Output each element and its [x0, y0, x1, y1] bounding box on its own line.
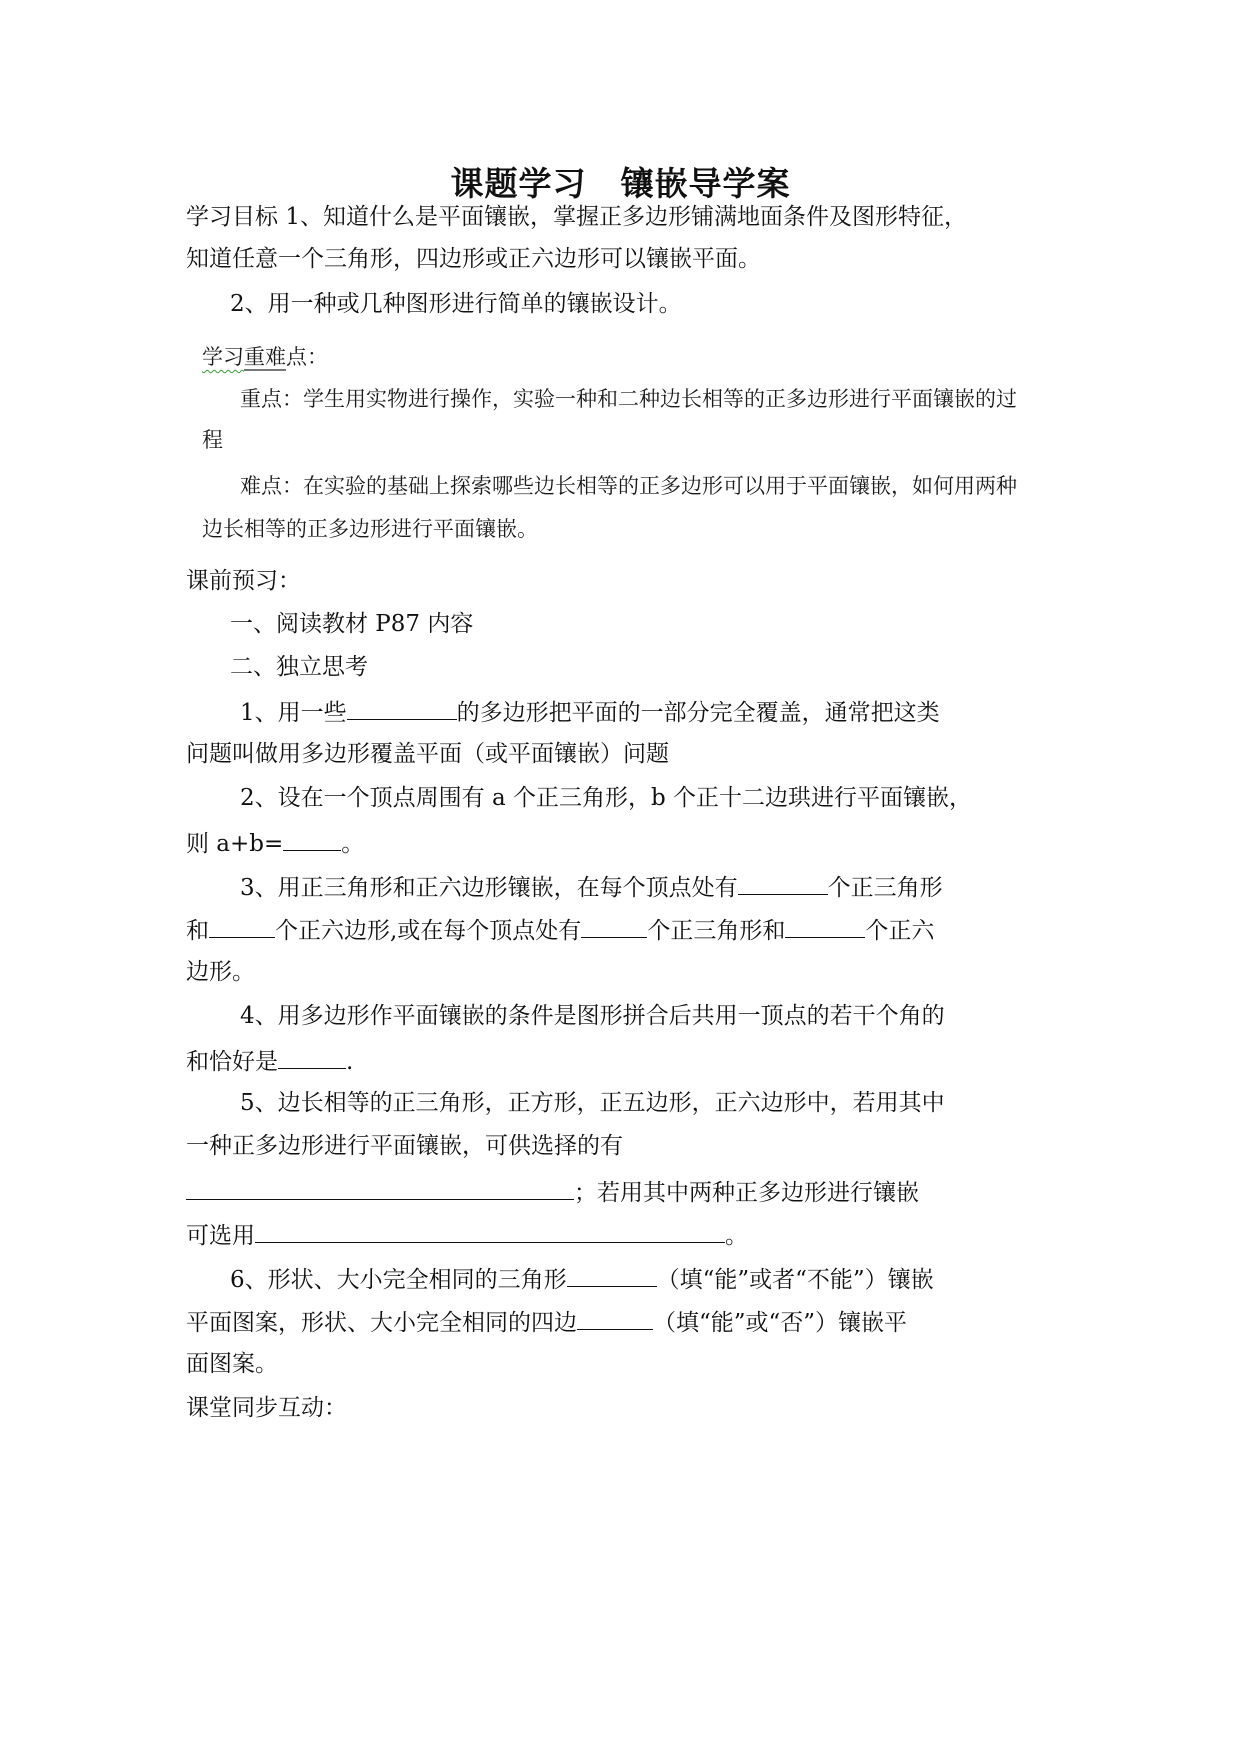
objectives-line1 [186, 202, 967, 232]
question-4-text-b: 和恰好是 [186, 1049, 278, 1075]
question-6-text-d: （填“能”或“否”）镶嵌平 [653, 1310, 908, 1336]
classroom-heading: 课堂同步互动： [186, 1395, 347, 1421]
question-4-line2 [186, 1044, 353, 1077]
page-title [0, 158, 1241, 205]
preview-heading: 课前预习： [186, 568, 301, 594]
question-5-text-c: ；若用其中两种正多边形进行镶嵌 [574, 1180, 919, 1206]
question-3-blank-2[interactable] [209, 913, 275, 938]
question-2-text-c: 。 [341, 831, 365, 857]
question-5-line3 [186, 1175, 919, 1208]
question-2-blank[interactable] [283, 826, 341, 851]
question-1-text-b: 的多边形把平面的一部分完全覆盖，通常把这类 [456, 700, 940, 726]
question-3-text-b: 个正三角形 [827, 875, 943, 901]
question-6-line3: 面图案。 [186, 1351, 278, 1377]
question-5-line2: 一种正多边形进行平面镶嵌，可供选择的有 [186, 1133, 623, 1159]
title-part1: 课题学习 [450, 164, 587, 203]
question-3-text-f: 个正六 [865, 918, 935, 944]
key-points-heading-c: 点： [286, 345, 328, 369]
question-6-text-b: （填“能”或者“不能”）镶嵌 [656, 1267, 934, 1293]
title-part2: 镶嵌导学案 [620, 164, 791, 203]
question-5-blank-2[interactable] [255, 1218, 725, 1243]
question-2-text-b: 则 a+b= [186, 831, 284, 857]
question-6-text-c: 平面图案，形状、大小完全相同的四边 [186, 1310, 577, 1336]
preview-step-2: 二、独立思考 [230, 654, 368, 680]
key-points-heading-b: 重难 [244, 345, 286, 369]
question-3-blank-3[interactable] [581, 913, 647, 938]
question-5-blank-1[interactable] [186, 1175, 574, 1200]
question-3-line2 [186, 913, 934, 946]
objectives-label: 学习目标 [186, 204, 278, 230]
difficulty-line2: 边长相等的正多边形进行平面镶嵌。 [202, 517, 538, 541]
question-4-text-c: . [346, 1049, 354, 1075]
question-3-text-c: 和 [186, 918, 209, 944]
key-points-heading-a: 学习 [202, 345, 244, 369]
question-3-blank-4[interactable] [785, 913, 865, 938]
question-3-blank-1[interactable] [738, 870, 828, 895]
key-point-line1: 重点：学生用实物进行操作，实验一种和二种边长相等的正多边形进行平面镶嵌的过 [240, 387, 1017, 411]
question-3-text-e: 个正三角形和 [647, 918, 786, 944]
question-3-line1 [240, 870, 943, 903]
question-1-line2: 问题叫做用多边形覆盖平面（或平面镶嵌）问题 [186, 741, 669, 767]
key-point-line2: 程 [202, 428, 223, 452]
question-4-blank[interactable] [278, 1044, 346, 1069]
question-6-line1 [230, 1262, 934, 1295]
question-6-text-a: 6、形状、大小完全相同的三角形 [230, 1267, 567, 1293]
question-6-line2 [186, 1305, 907, 1338]
question-6-blank-1[interactable] [567, 1262, 657, 1287]
question-3-text-d: 个正六边形,或在每个顶点处有 [275, 918, 582, 944]
question-1-line1 [240, 695, 940, 728]
objective-1-continued: 知道任意一个三角形，四边形或正六边形可以镶嵌平面。 [186, 246, 761, 272]
objective-1: 1、知道什么是平面镶嵌，掌握正多边形铺满地面条件及图形特征， [285, 204, 967, 230]
question-3-line3: 边形。 [186, 959, 255, 985]
question-4-line1: 4、用多边形作平面镶嵌的条件是图形拼合后共用一顶点的若干个角的 [240, 1003, 945, 1029]
question-5-text-e: 。 [725, 1223, 748, 1249]
question-2-line1: 2、设在一个顶点周围有 a 个正三角形，b 个正十二边珙进行平面镶嵌， [240, 785, 973, 811]
question-6-blank-2[interactable] [577, 1305, 653, 1330]
question-3-text-a: 3、用正三角形和正六边形镶嵌，在每个顶点处有 [240, 875, 738, 901]
preview-step-1: 一、阅读教材 P87 内容 [230, 611, 474, 637]
difficulty-line1: 难点：在实验的基础上探索哪些边长相等的正多边形可以用于平面镶嵌，如何用两种 [240, 474, 1017, 498]
question-5-text-d: 可选用 [186, 1223, 255, 1249]
question-5-line1: 5、边长相等的正三角形，正方形，正五边形，正六边形中，若用其中 [240, 1090, 945, 1116]
key-points-heading [202, 342, 328, 372]
question-5-line4 [186, 1218, 748, 1251]
objective-2: 2、用一种或几种图形进行简单的镶嵌设计。 [230, 291, 682, 317]
question-1-text-a: 1、用一些 [240, 700, 347, 726]
question-1-blank[interactable] [347, 695, 457, 720]
question-2-line2 [186, 826, 364, 859]
